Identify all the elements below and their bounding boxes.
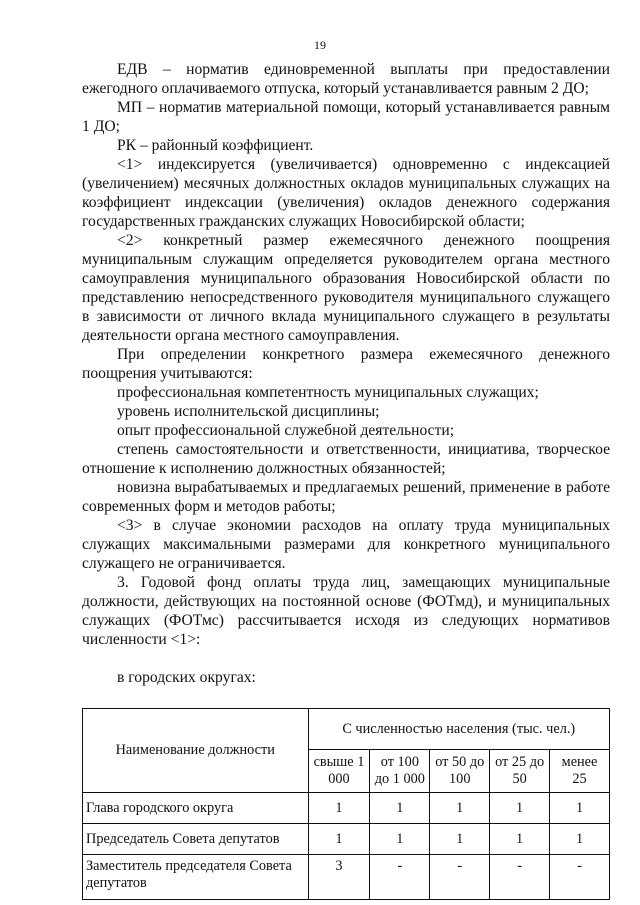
table-cell: 1 xyxy=(370,824,430,855)
table-row xyxy=(83,855,610,900)
subheader-cell: свыше 1 000 xyxy=(308,750,370,793)
body-text xyxy=(82,60,610,649)
table-cell: - xyxy=(490,855,550,900)
table-cell: - xyxy=(370,855,430,900)
table-header-row xyxy=(83,709,610,750)
table-cell: 1 xyxy=(490,824,550,855)
table-cell: 1 xyxy=(308,793,370,824)
row-label: Заместитель председателя Совета депутатов xyxy=(83,855,309,900)
criteria-item: профессиональная компетентность муниципальных служащих; xyxy=(117,384,539,401)
table-cell: 1 xyxy=(490,793,550,824)
table-cell: 1 xyxy=(430,824,490,855)
table-cell: 1 xyxy=(370,793,430,824)
row-label: Глава городского округа xyxy=(83,793,309,824)
criteria-item: новизна вырабатываемых и предлагаемых решений, применение в работе современных форм и методов работы; xyxy=(82,479,610,515)
subheader-cell: от 100 до 1 000 xyxy=(370,750,430,793)
header-population-group: С численностью населения (тыс. чел.) xyxy=(308,709,610,750)
table-cell: 1 xyxy=(550,793,610,824)
table-cell: - xyxy=(430,855,490,900)
staffing-norms-table xyxy=(82,708,610,900)
page-number: 19 xyxy=(314,38,326,52)
paragraph-criteria-intro: При определении конкретного размера ежемесячного денежного поощрения учитываются: xyxy=(82,346,610,382)
table-cell: 1 xyxy=(430,793,490,824)
table-cell: 3 xyxy=(308,855,370,900)
footnote-1: <1> индексируется (увеличивается) одновременно с индексацией (увеличением) месячных должностных окладов муниципальных служащих на коэффициент индексации (увеличения) окладов денежного содержания государственных гражданских служащих Новосибирской области; xyxy=(82,156,610,230)
footnote-3: <3> в случае экономии расходов на оплату труда муниципальных служащих максимальными размерами для конкретного муниципального служащего не ограничивается. xyxy=(82,517,610,572)
table-caption: в городских округах: xyxy=(117,669,256,686)
paragraph-mp: МП – норматив материальной помощи, который устанавливается равным 1 ДО; xyxy=(82,99,610,135)
paragraph-section-3: 3. Годовой фонд оплаты труда лиц, замещающих муниципальные должности, действующих на постоянной основе (ФОТмд), и муниципальных служащих (ФОТмс) рассчитывается исходя из следующих нормативов численности <1>: xyxy=(82,574,610,648)
table-cell: - xyxy=(550,855,610,900)
row-label: Председатель Совета депутатов xyxy=(83,824,309,855)
table-row xyxy=(83,824,610,855)
table-row xyxy=(83,793,610,824)
subheader-cell: от 25 до 50 xyxy=(490,750,550,793)
criteria-item: опыт профессиональной служебной деятельности; xyxy=(117,422,455,439)
paragraph-rk: РК – районный коэффициент. xyxy=(117,137,314,154)
header-position: Наименование должности xyxy=(83,709,309,793)
criteria-item: степень самостоятельности и ответственности, инициатива, творческое отношение к исполнению должностных обязанностей; xyxy=(82,441,610,477)
table-cell: 1 xyxy=(308,824,370,855)
criteria-item: уровень исполнительской дисциплины; xyxy=(117,403,380,420)
footnote-2: <2> конкретный размер ежемесячного денежного поощрения муниципальным служащим определяется руководителем органа местного самоуправления муниципального образования Новосибирской области по представлению непосредственного руководителя муниципального служащего в зависимости от личного вклада муниципального служащего в результаты деятельности органа местного самоуправления. xyxy=(82,232,610,344)
paragraph-edv: ЕДВ – норматив единовременной выплаты при предоставлении ежегодного оплачиваемого отпуска, который устанавливается равным 2 ДО; xyxy=(82,61,610,97)
table-cell: 1 xyxy=(550,824,610,855)
subheader-cell: менее 25 xyxy=(550,750,610,793)
subheader-cell: от 50 до 100 xyxy=(430,750,490,793)
